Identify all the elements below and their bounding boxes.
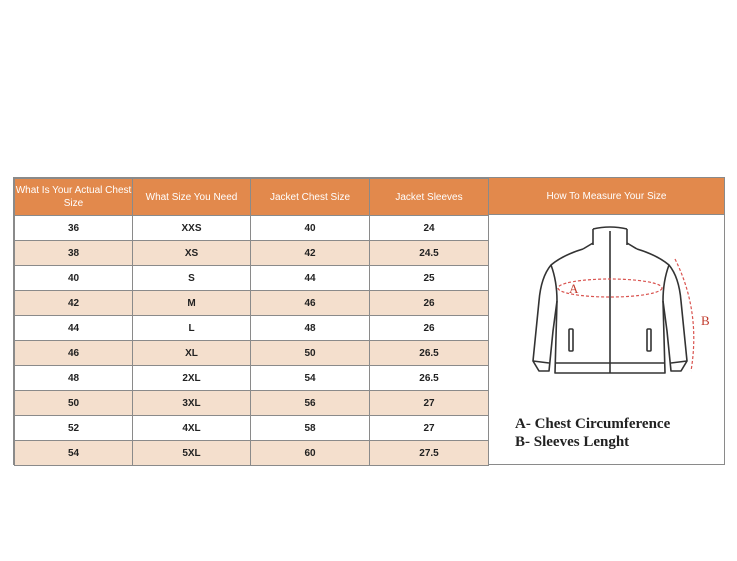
table-row [15, 316, 489, 341]
cell-actual-chest: 54 [15, 441, 133, 466]
jacket-diagram-icon [505, 221, 715, 391]
cell-jacket-chest: 60 [251, 441, 370, 466]
measure-legend [515, 415, 670, 451]
table-row [15, 291, 489, 316]
legend-sleeves: B- Sleeves Lenght [515, 434, 630, 450]
legend-chest: A- Chest Circumference [515, 416, 671, 432]
cell-jacket-chest: 44 [251, 266, 370, 291]
cell-jacket-sleeves: 25 [370, 266, 489, 291]
cell-size-needed: 2XL [133, 366, 251, 391]
measure-panel [488, 178, 724, 464]
cell-jacket-chest: 42 [251, 241, 370, 266]
cell-actual-chest: 44 [15, 316, 133, 341]
cell-jacket-sleeves: 27 [370, 416, 489, 441]
label-a: A [569, 281, 579, 296]
cell-jacket-chest: 54 [251, 366, 370, 391]
cell-size-needed: 4XL [133, 416, 251, 441]
table-header-row [15, 179, 489, 216]
cell-jacket-sleeves: 27.5 [370, 441, 489, 466]
cell-actual-chest: 40 [15, 266, 133, 291]
label-b: B [701, 313, 710, 328]
cell-jacket-sleeves: 26 [370, 291, 489, 316]
cell-jacket-sleeves: 24 [370, 216, 489, 241]
cell-actual-chest: 46 [15, 341, 133, 366]
cell-size-needed: 5XL [133, 441, 251, 466]
cell-jacket-chest: 46 [251, 291, 370, 316]
cell-size-needed: M [133, 291, 251, 316]
table-row [15, 241, 489, 266]
cell-size-needed: 3XL [133, 391, 251, 416]
measure-header: How To Measure Your Size [488, 178, 724, 215]
cell-actual-chest: 50 [15, 391, 133, 416]
table-row [15, 441, 489, 466]
table-row [15, 216, 489, 241]
table-row [15, 391, 489, 416]
cell-size-needed: XS [133, 241, 251, 266]
cell-actual-chest: 42 [15, 291, 133, 316]
cell-size-needed: XL [133, 341, 251, 366]
table-row [15, 266, 489, 291]
cell-jacket-sleeves: 26.5 [370, 366, 489, 391]
cell-jacket-chest: 50 [251, 341, 370, 366]
table-row [15, 416, 489, 441]
cell-size-needed: S [133, 266, 251, 291]
sleeve-guide [675, 259, 694, 371]
header-jacket-sleeves: Jacket Sleeves [370, 179, 489, 216]
size-chart [13, 177, 725, 465]
cell-actual-chest: 52 [15, 416, 133, 441]
cell-size-needed: L [133, 316, 251, 341]
cell-jacket-chest: 56 [251, 391, 370, 416]
measure-body [488, 215, 724, 464]
cell-jacket-sleeves: 26.5 [370, 341, 489, 366]
cell-jacket-chest: 48 [251, 316, 370, 341]
cell-actual-chest: 48 [15, 366, 133, 391]
table-row [15, 341, 489, 366]
header-jacket-chest: Jacket Chest Size [251, 179, 370, 216]
table-row [15, 366, 489, 391]
cell-jacket-sleeves: 24.5 [370, 241, 489, 266]
header-size-needed: What Size You Need [133, 179, 251, 216]
cell-size-needed: XXS [133, 216, 251, 241]
cell-jacket-chest: 40 [251, 216, 370, 241]
cell-jacket-chest: 58 [251, 416, 370, 441]
header-actual-chest: What Is Your Actual Chest Size [15, 179, 133, 216]
cell-jacket-sleeves: 27 [370, 391, 489, 416]
cell-actual-chest: 36 [15, 216, 133, 241]
size-table [14, 178, 489, 466]
cell-jacket-sleeves: 26 [370, 316, 489, 341]
cell-actual-chest: 38 [15, 241, 133, 266]
